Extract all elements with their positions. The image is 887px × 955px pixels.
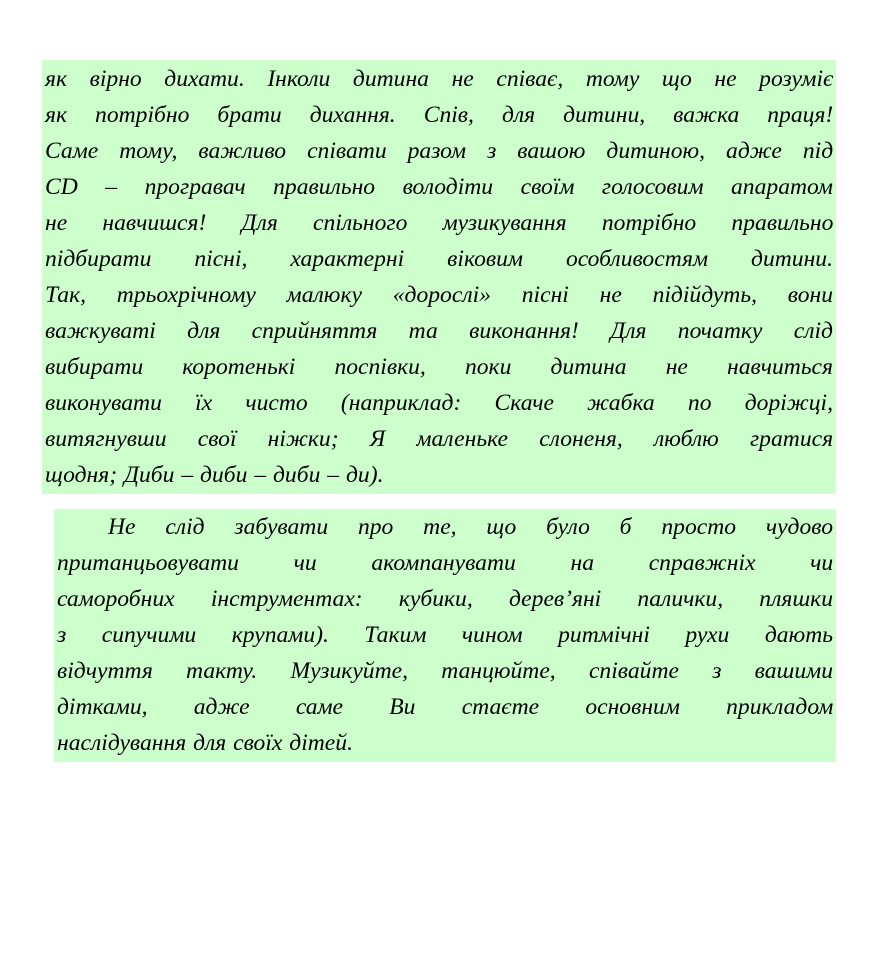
paragraph-1-line: Так, трьохрічному малюку «дорослі» пісні не підійдуть, вони [45, 282, 833, 308]
paragraph-2-line: саморобних інструментах: кубики, дерев’яні палички, пляшки [57, 586, 833, 612]
paragraph-1-line: щодня; Диби – диби – диби – ди). [45, 462, 384, 488]
paragraph-1-line: як потрібно брати дихання. Спів, для дитини, важка праця! [45, 102, 834, 128]
paragraph-2-line: Не слід забувати про те, що було б просто чудово [108, 514, 833, 540]
paragraph-2-line: наслідування для своїх дітей. [57, 730, 353, 756]
paragraph-2-line: відчуття такту. Музикуйте, танцюйте, співайте з вашими [57, 658, 833, 684]
text-block-1 [42, 60, 836, 494]
paragraph-1-line: не навчишся! Для спільного музикування потрібно правильно [45, 210, 834, 236]
paragraph-2-line: дітками, адже саме Ви стаєте основним прикладом [57, 694, 834, 720]
text-block-2 [54, 509, 836, 762]
paragraph-1-line: витягнувши свої ніжки; Я маленьке слоненя, люблю гратися [45, 426, 834, 452]
paragraph-1 [45, 61, 833, 493]
paragraph-2-line: пританцьовувати чи акомпанувати на справжніх чи [57, 550, 834, 576]
paragraph-2-line: з сипучими крупами). Таким чином ритмічні рухи дають [57, 622, 833, 648]
paragraph-1-line: виконувати їх чисто (наприклад: Скаче жабка по доріжці, [45, 390, 833, 416]
paragraph-1-line: підбирати пісні, характерні віковим особливостям дитини. [45, 246, 833, 272]
paragraph-1-line: як вірно дихати. Інколи дитина не співає, тому що не розуміє [45, 66, 834, 92]
paragraph-1-line: CD – програвач правильно володіти своїм голосовим апаратом [45, 174, 833, 200]
paragraph-1-line: Саме тому, важливо співати разом з вашою дитиною, адже під [45, 138, 834, 164]
paragraph-1-line: важкуваті для сприйняття та виконання! Для початку слід [45, 318, 833, 344]
paragraph-2 [57, 509, 833, 761]
paragraph-1-line: вибирати коротенькі поспівки, поки дитина не навчиться [45, 354, 833, 380]
